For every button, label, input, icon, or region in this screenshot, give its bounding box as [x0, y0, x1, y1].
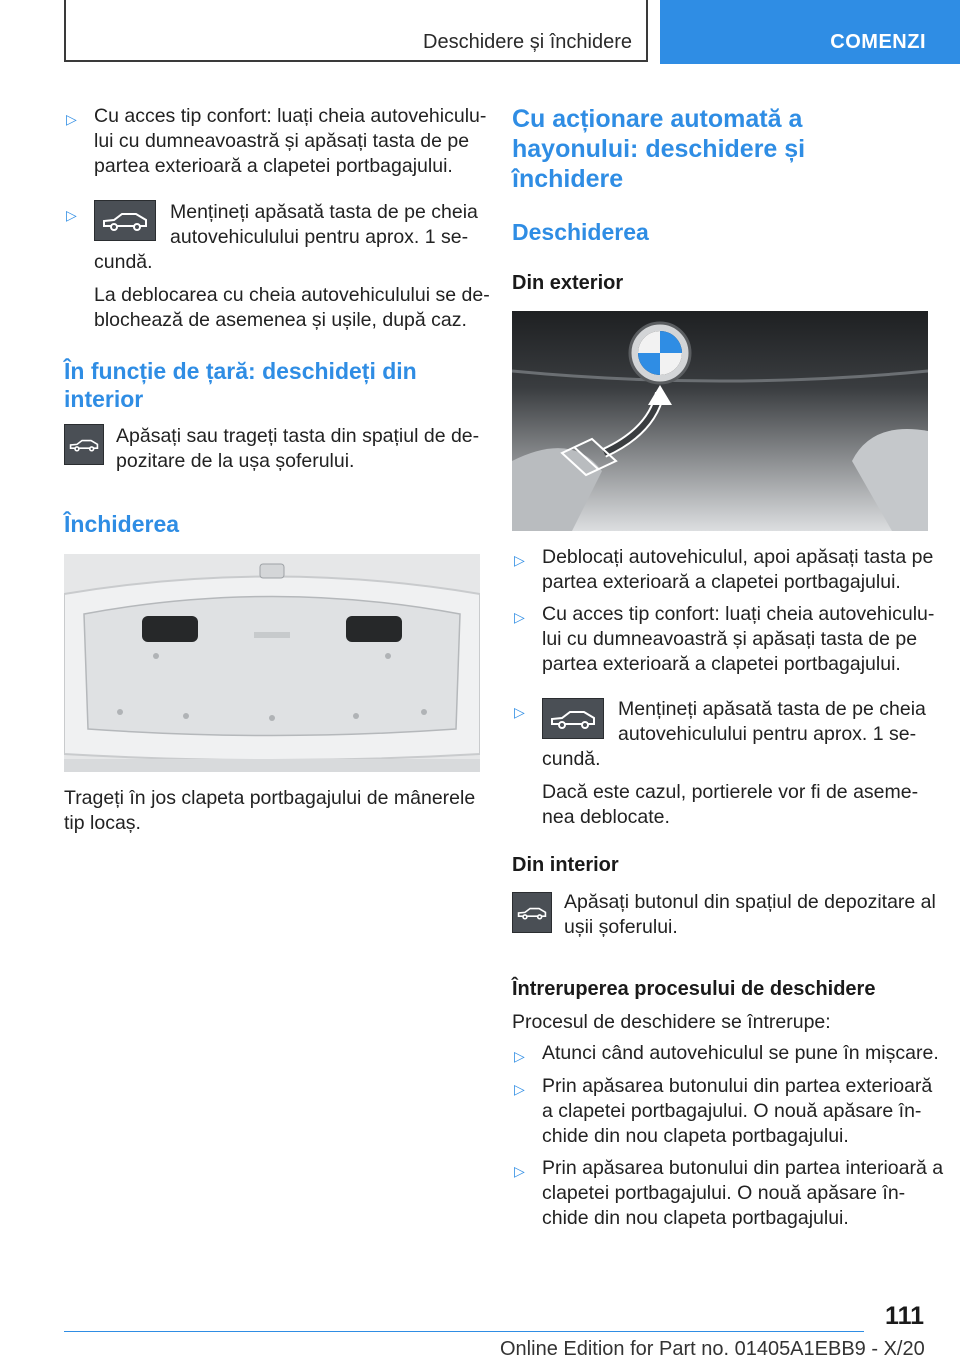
- bullet-icon: ▷: [514, 1163, 525, 1179]
- ext-bullet2-line: lui cu dumneavoastră și apăsați tasta de pe: [542, 628, 918, 650]
- country-text: pozitare de la ușa șoferului.: [116, 450, 355, 472]
- bullet-icon: ▷: [514, 1081, 525, 1097]
- car-trunk-icon: [542, 698, 604, 739]
- heading-open: Deschiderea: [512, 219, 649, 245]
- subheading-interior: Din interior: [512, 854, 619, 876]
- heading-close: Închiderea: [64, 511, 180, 537]
- heading-country: În funcție de țară: deschideți din: [64, 358, 417, 384]
- left-bullet1-line: partea exterioară a clapetei portbagajului.: [94, 155, 453, 177]
- bullet-icon: ▷: [514, 1048, 525, 1064]
- int-bullet3-line: chide din nou clapeta portbagajului.: [542, 1207, 849, 1229]
- ext-bullet1-line: partea exterioară a clapetei portbagajului.: [542, 571, 901, 593]
- subheading-exterior: Din exterior: [512, 272, 624, 294]
- country-text: Apăsați sau trageți tasta din spațiul de de-: [116, 425, 480, 447]
- ext-bullet3-line: Mențineți apăsată tasta de pe cheia: [618, 698, 926, 720]
- ext-bullet2-line: partea exterioară a clapetei portbagajului.: [542, 653, 901, 675]
- ext-bullet3-note: nea deblocate.: [542, 806, 670, 828]
- car-trunk-icon: [94, 200, 156, 241]
- heading-auto: Cu acționare automată a: [512, 105, 803, 133]
- heading-country: interior: [64, 386, 144, 412]
- page-number: 111: [885, 1302, 924, 1330]
- left-bullet2-note: La deblocarea cu cheia autovehiculului se de-: [94, 284, 490, 306]
- heading-auto: hayonului: deschidere și: [512, 135, 806, 163]
- int-bullet2-line: Prin apăsarea butonului din partea exterioară: [542, 1075, 933, 1097]
- bullet-icon: ▷: [66, 111, 77, 127]
- trunk-lid-photo: [64, 554, 480, 772]
- left-bullet1-line: lui cu dumneavoastră și apăsați tasta de pe: [94, 130, 470, 152]
- header-section-title: Deschidere și închidere: [423, 31, 632, 53]
- ext-bullet3-line: autovehiculului pentru aprox. 1 se-: [618, 723, 917, 745]
- left-bullet1-line: Cu acces tip confort: luați cheia autovehiculu-: [94, 105, 487, 127]
- bullet-icon: ▷: [66, 207, 77, 223]
- heading-auto: închidere: [512, 165, 624, 193]
- ext-bullet3-note: Dacă este cazul, portierele vor fi de aseme-: [542, 781, 919, 803]
- left-bullet2-line: cundă.: [94, 251, 153, 273]
- int-bullet3-line: clapetei portbagajului. O nouă apăsare în-: [542, 1182, 906, 1204]
- interior-text: Apăsați butonul din spațiul de depozitare al: [564, 891, 936, 913]
- car-trunk-icon: [512, 892, 552, 933]
- int-bullet3-line: Prin apăsarea butonului din partea interioară a: [542, 1157, 944, 1179]
- bullet-icon: ▷: [514, 609, 525, 625]
- ext-bullet2-line: Cu acces tip confort: luați cheia autovehiculu-: [542, 603, 935, 625]
- int-bullet1-line: Atunci când autovehiculul se pune în mișcare.: [542, 1042, 939, 1064]
- bullet-icon: ▷: [514, 552, 525, 568]
- ext-bullet3-line: cundă.: [542, 748, 601, 770]
- int-bullet2-line: chide din nou clapeta portbagajului.: [542, 1125, 849, 1147]
- int-bullet2-line: a clapetei portbagajului. O nouă apăsare în-: [542, 1100, 922, 1122]
- footer-divider: [64, 1331, 864, 1332]
- bullet-icon: ▷: [514, 704, 525, 720]
- car-trunk-icon: [64, 424, 104, 465]
- header-section-box: [64, 0, 648, 62]
- interrupt-intro: Procesul de deschidere se întrerupe:: [512, 1011, 831, 1033]
- ext-bullet1-line: Deblocați autovehiculul, apoi apăsați tasta pe: [542, 546, 934, 568]
- tailgate-emblem-photo: [512, 311, 928, 531]
- close-text: tip locaș.: [64, 812, 141, 834]
- subheading-interrupt: Întreruperea procesului de deschidere: [512, 978, 876, 1000]
- header-chapter-tab[interactable]: [660, 0, 960, 64]
- left-bullet2-note: blochează de asemenea și ușile, după caz.: [94, 309, 467, 331]
- header-chapter-label: COMENZI: [830, 31, 926, 53]
- left-bullet2-line: Mențineți apăsată tasta de pe cheia: [170, 201, 478, 223]
- left-bullet2-line: autovehiculului pentru aprox. 1 se-: [170, 226, 469, 248]
- footer-edition: Online Edition for Part no. 01405A1EBB9 - X/20: [500, 1338, 925, 1360]
- interior-text: ușii șoferului.: [564, 916, 678, 938]
- close-text: Trageți în jos clapeta portbagajului de mânerele: [64, 787, 476, 809]
